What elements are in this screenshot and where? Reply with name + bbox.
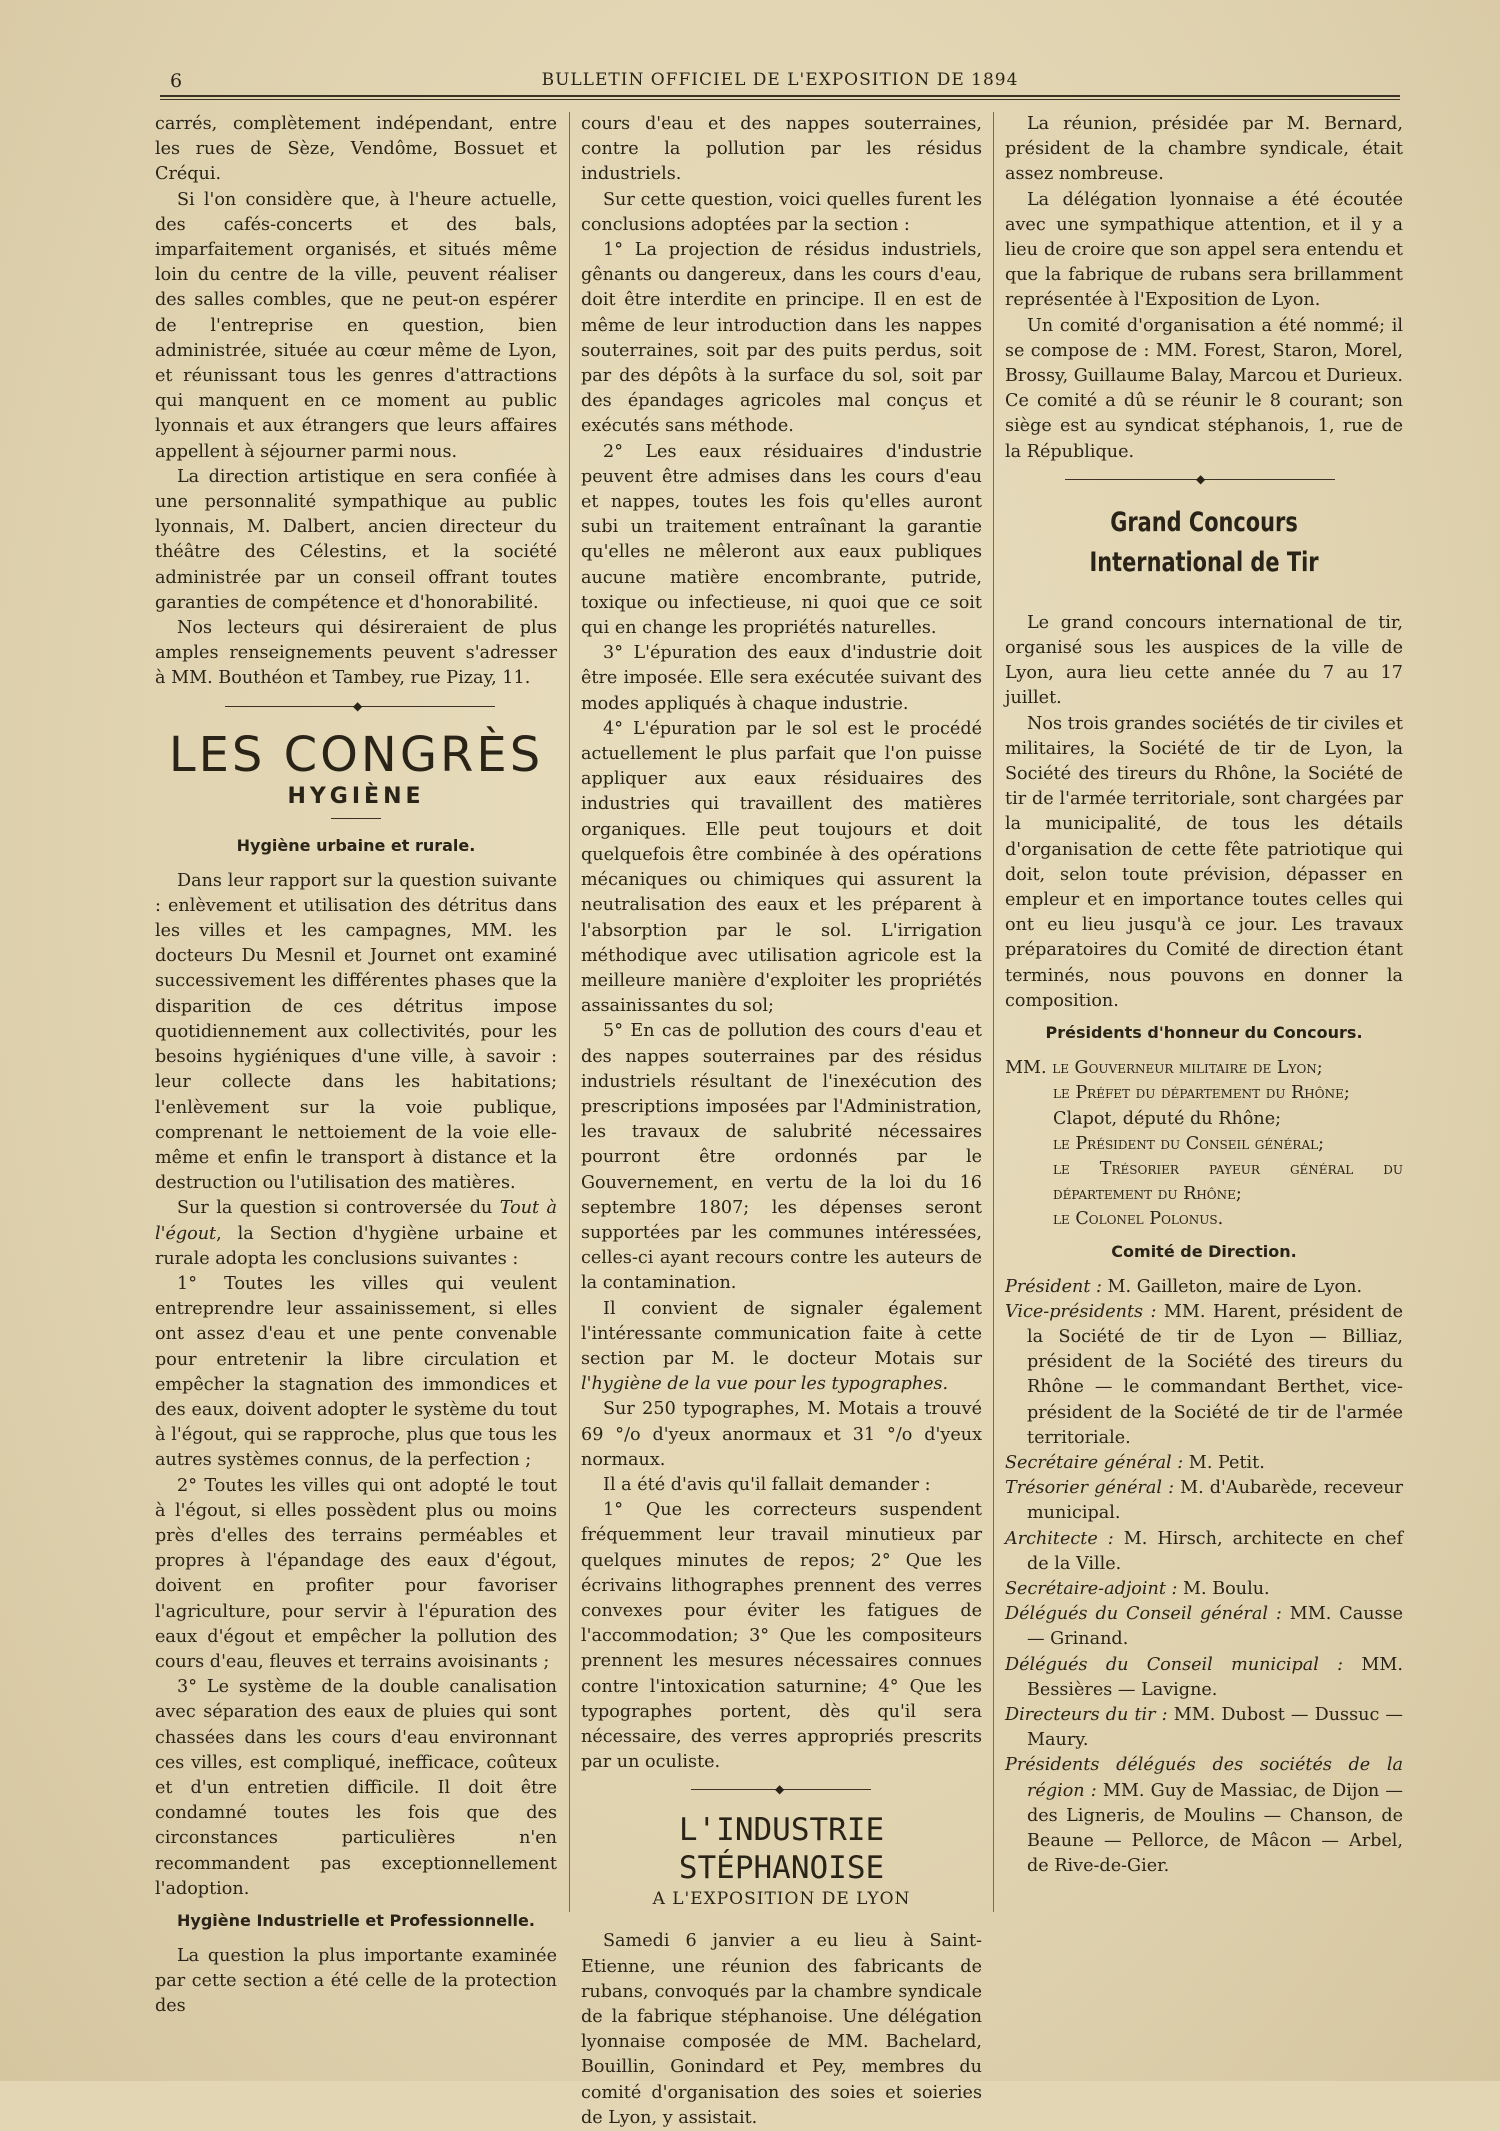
honor-line: le Colonel Polonus.: [1053, 1209, 1224, 1230]
committee-entry: Délégués du Conseil général : MM. Causse — Grinand.: [1005, 1604, 1403, 1650]
page-number: 6: [170, 70, 183, 92]
running-title: BULLETIN OFFICIEL DE L'EXPOSITION DE 1894: [541, 70, 1019, 90]
column-divider: [569, 112, 570, 1912]
committee-entry: Architecte : M. Hirsch, architecte en chef de la Ville.: [1005, 1528, 1404, 1574]
article-title: Grand Concours International de Tir: [1089, 506, 1319, 578]
paragraph: 5° En cas de pollution des cours d'eau et des nappes souterraines par des résidus industriels résultant de l'inexécution des prescriptions imposées par l'Administration, les travaux de salubrité nécessaires pourront être ordonnés par le Gouvernement, en vertu de la loi du 16 septembre 1807; les dépenses seront supportées par les communes intéressées, celles-ci ayant recours contre les auteurs de la contamination.: [581, 1021, 982, 1294]
honor-line: MM. le Gouverneur militaire de Lyon;: [1005, 1058, 1323, 1079]
section-heading: Hygiène Industrielle et Professionnelle.: [177, 1911, 535, 1930]
main-title: LES CONGRÈS: [168, 726, 544, 783]
sub-title: HYGIÈNE: [287, 783, 425, 809]
paragraph: Nos trois grandes sociétés de tir civiles et militaires, la Société de tir de Lyon, la Société des tireurs du Rhône, la Société de tir de l'armée territoriale, sont chargées par la municipalité, de tous les détails d'organisation de cette fête patriotique qui doit, selon toute prévision, dépasser en empleur et en importance toutes celles qui ont eu lieu jusqu'à ce jour. Les travaux préparatoires du Comité de direction étant terminés, nous pouvons en donner la composition.: [1005, 713, 1403, 1011]
paragraph: 1° La projection de résidus industriels, gênants ou dangereux, dans les cours d'eau, doit être interdite en principe. Il en est de même de leur introduction dans les nappes souterraines, soit par des puits perdus, soit par des dépôts à la surface du sol, soit par des épandages agricoles mal conçus et exécutés sans méthode.: [581, 240, 982, 437]
paragraph: Sur la question si controversée du Tout à l'égout, la Section d'hygiène urbaine et rurale adopta les conclusions suivantes :: [155, 1198, 557, 1269]
page-header: [160, 66, 1400, 96]
section-separator: ◆: [1005, 465, 1403, 495]
column-divider: [993, 112, 994, 1912]
paragraph: Dans leur rapport sur la question suivante : enlèvement et utilisation des détritus dans les villes et les campagnes, MM. les docteurs Du Mesnil et Journet ont examiné successivement les différentes phases que la disparition de ces détritus impose quotidiennement aux collectivités, pour les besoins hygiéniques d'une ville, à savoir : leur collecte dans les habitations; l'enlèvement sur la voie publique, comprenant le nettoiement de la voie elle-même et enfin le transport à distance et la destruction ou l'utilisation des matières.: [155, 870, 557, 1194]
article-subtitle: A L'EXPOSITION DE LYON: [652, 1889, 911, 1910]
committee-entry: Secrétaire-adjoint : M. Boulu.: [1005, 1578, 1270, 1599]
section-heading: Hygiène urbaine et rurale.: [236, 835, 476, 855]
honor-line: le Trésorier payeur général du département du Rhône;: [1053, 1158, 1403, 1205]
section-separator: ◆: [581, 1775, 982, 1805]
paragraph: Nos lecteurs qui désireraient de plus amples renseignements peuvent s'adresser à MM. Bouthéon et Tambey, rue Pizay, 11.: [155, 618, 557, 689]
paragraph: 1° Toutes les villes qui veulent entreprendre leur assainissement, si elles ont assez d'eau et une pente convenable pour entretenir la libre circulation et empêcher la stagnation des immondices et des eaux, doivent adopter le système du tout à l'égout, qui se rapproche, plus que tous les autres systèmes connus, de la perfection ;: [155, 1273, 557, 1471]
section-separator: ◆: [155, 692, 557, 722]
column-3: [1005, 112, 1403, 1879]
committee-entry: Délégués du Conseil municipal : MM. Bessières — Lavigne.: [1005, 1654, 1403, 1700]
paragraph: 4° L'épuration par le sol est le procédé actuellement le plus parfait que l'on puisse appliquer aux eaux résiduaires des industries qui travaillent des matières organiques. Elle peut toujours et doit quelquefois être combinée à des opérations mécaniques ou chimiques qui assurent la neutralisation des eaux et les préparent à l'absorption par le sol. L'irrigation méthodique avec utilisation agricole est la meilleure manière d'exploiter les propriétés assainissantes du sol;: [581, 718, 982, 1017]
paragraph: 2° Les eaux résiduaires d'industrie peuvent être admises dans les cours d'eau et nappes, toutes les fois qu'elles auront subi un traitement entraînant la garantie qu'elles ne mêleront aux eaux publiques aucune matière encombrante, putride, toxique ou infectieuse, ni quoi que ce soit qui en change les propriétés naturelles.: [581, 441, 982, 639]
paragraph: La direction artistique en sera confiée à une personnalité sympathique au public lyonnais, M. Dalbert, ancien directeur du théâtre des Célestins, et la société administrée par un conseil offrant toutes garanties de compétence et d'honorabilité.: [155, 466, 557, 613]
honor-line: Clapot, député du Rhône;: [1053, 1108, 1282, 1129]
honor-line: le Préfet du département du Rhône;: [1053, 1083, 1350, 1104]
paragraph: 2° Toutes les villes qui ont adopté le tout à l'égout, si elles possèdent plus ou moins près d'elles des terrains perméables et propres à l'épandage des eaux d'égout, doivent en profiter pour favoriser l'agriculture, pour servir à l'épuration des eaux d'égout et empêcher la pollution des cours d'eau, fleuves et terrains avoisinants ;: [155, 1475, 557, 1672]
paragraph: Si l'on considère que, à l'heure actuelle, des cafés-concerts et des bals, imparfaitement organisés, et situés même loin du centre de la ville, peuvent réaliser des salles combles, que ne peut-on espérer de l'entreprise en question, bien administrée, située au cœur même de Lyon, et réunissant tous les genres d'attractions qui manquent en ce moment au public lyonnais et aux étrangers que leurs affaires appellent à séjourner parmi nous.: [155, 189, 557, 462]
section-heading: Présidents d'honneur du Concours.: [1045, 1023, 1363, 1043]
header-rule-thin: [160, 99, 1400, 100]
paragraph: Le grand concours international de tir, organisé sous les auspices de la ville de Lyon, aura lieu cette année du 7 au 17 juillet.: [1005, 612, 1403, 709]
paragraph: 3° Le système de la double canalisation avec séparation des eaux de pluies qui sont chassées dans les cours d'eau environnant ces villes, est compliqué, inefficace, coûteux et d'un entretien difficile. Il doit être condamné toutes les fois que des circonstances particulières n'en recommandent pas exceptionnellement l'adoption.: [155, 1677, 557, 1899]
committee-entry: Vice-présidents : MM. Harent, président de la Société de tir de Lyon — Billiaz, président de la Société des tireurs du Rhône — le commandant Berthet, vice-président de la Société de tir de l'armée territoriale.: [1005, 1301, 1403, 1448]
committee-entry: Présidents délégués des sociétés de la région : MM. Guy de Massiac, de Dijon — des Ligneris, de Moulins — Chanson, de Beaune — Pellorce, de Mâcon — Arbel, de Rive-de-Gier.: [1005, 1755, 1403, 1877]
paragraph: 1° Que les correcteurs suspendent fréquemment leur travail minutieux par quelques minutes de repos; 2° Que les écrivains lithographes prennent des verres convexes pour éviter les fatigues de l'accommodation; 3° Que les compositeurs prennent les mesures nécessaires connues contre l'intoxication saturnine; 4° Que les typographes portent, dès qu'il sera nécessaire, des verres appropriés prescrits par un oculiste.: [581, 1500, 982, 1773]
paragraph: Un comité d'organisation a été nommé; il se compose de : MM. Forest, Staron, Morel, Brossy, Guillaume Balay, Marcou et Durieux. Ce comité a dû se réunir le 8 courant; son siège est au syndicat stéphanois, 1, rue de la République.: [1005, 315, 1403, 462]
committee-entry: Directeurs du tir : MM. Dubost — Dussuc — Maury.: [1005, 1704, 1404, 1751]
committee-entry: Trésorier général : M. d'Aubarède, receveur municipal.: [1005, 1478, 1403, 1524]
paragraph: La question la plus importante examinée par cette section a été celle de la protection des: [155, 1946, 557, 2017]
article-title: L'INDUSTRIE STÉPHANOISE: [678, 1812, 885, 1887]
paragraph: carrés, complètement indépendant, entre les rues de Sèze, Vendôme, Bossuet et Créqui.: [155, 114, 557, 185]
committee-entry: Secrétaire général : M. Petit.: [1005, 1452, 1265, 1473]
honor-line: le Président du Conseil général;: [1053, 1133, 1325, 1154]
short-rule: [331, 818, 381, 819]
paragraph: Sur cette question, voici quelles furent les conclusions adoptées par la section :: [581, 189, 982, 235]
committee-entry: Président : M. Gailleton, maire de Lyon.: [1005, 1276, 1363, 1297]
paragraph: Sur 250 typographes, M. Motais a trouvé 69 °/o d'yeux anormaux et 31 °/o d'yeux normaux.: [581, 1399, 982, 1470]
header-rule: [160, 95, 1400, 97]
paragraph: 3° L'épuration des eaux d'industrie doit être imposée. Elle sera exécutée suivant des modes appliqués à chaque industrie.: [581, 643, 982, 714]
paragraph: La délégation lyonnaise a été écoutée avec une sympathique attention, et il y a lieu de croire que son appel sera entendu et que la fabrique de rubans sera brillamment représentée à l'Exposition de Lyon.: [1005, 189, 1403, 311]
column-1: [155, 112, 557, 2020]
paragraph: cours d'eau et des nappes souterraines, contre la pollution par les résidus industriels.: [581, 114, 982, 185]
paragraph: Samedi 6 janvier a eu lieu à Saint-Etienne, une réunion des fabricants de rubans, convoqués par la chambre syndicale de la fabrique stéphanoise. Une délégation lyonnaise composée de MM. Bachelard, Bouillin, Gonindard et Pey, membres du comité d'organisation des soies et soieries de Lyon, y assistait.: [581, 1931, 982, 2128]
section-heading: Comité de Direction.: [1111, 1241, 1297, 1261]
paragraph: Il convient de signaler également l'intéressante communication faite à cette section par M. le docteur Motais sur l'hygiène de la vue pour les typographes.: [581, 1298, 982, 1395]
paragraph: Il a été d'avis qu'il fallait demander :: [603, 1474, 931, 1495]
paragraph: La réunion, présidée par M. Bernard, président de la chambre syndicale, était assez nombreuse.: [1005, 114, 1403, 185]
column-2: [581, 112, 982, 2131]
